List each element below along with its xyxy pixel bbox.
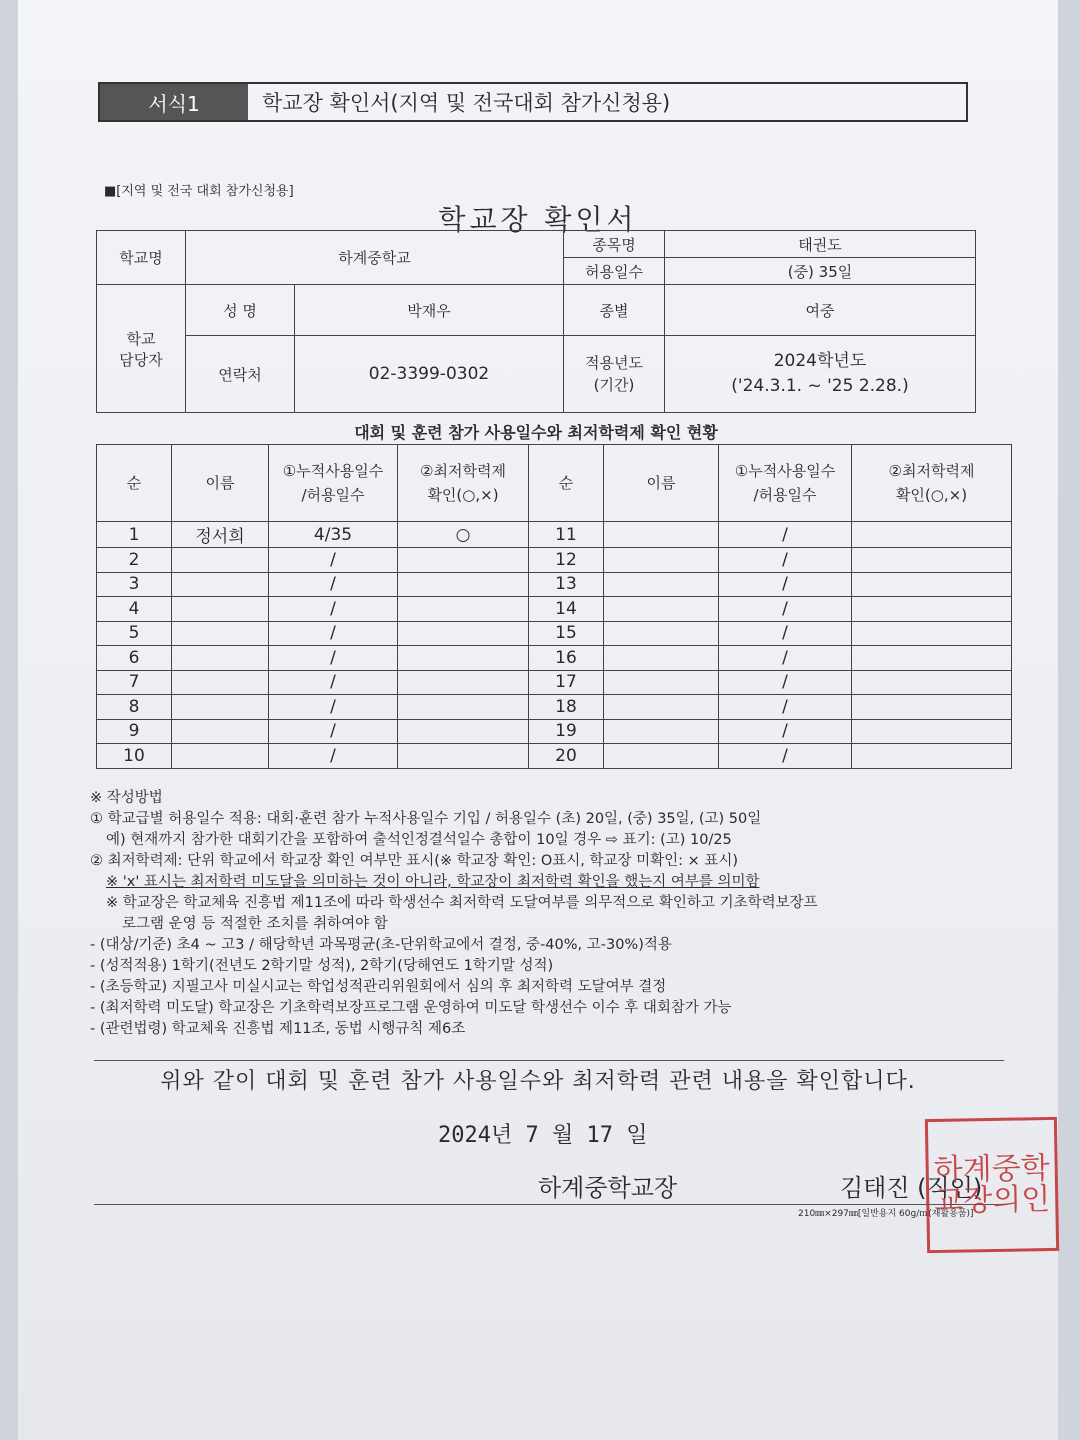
header-check: ②최저학력제 확인(○,×) — [398, 445, 529, 522]
status-row — [97, 670, 1012, 695]
contact-value: 02-3399-0302 — [295, 336, 564, 413]
cell-days: / — [719, 646, 852, 671]
cell-days: / — [269, 548, 398, 573]
cell-check — [852, 646, 1012, 671]
gender-label: 종별 — [564, 285, 665, 336]
cell-no: 10 — [97, 744, 172, 769]
cell-no: 16 — [529, 646, 604, 671]
principal-seal — [925, 1117, 1059, 1253]
cell-days: 4/35 — [269, 522, 398, 548]
cell-name — [604, 572, 719, 597]
category-note: ■[지역 및 전국 대회 참가신청용] — [104, 184, 294, 199]
cell-name — [604, 744, 719, 769]
year-value: 2024학년도 ('24.3.1. ~ '25 2.28.) — [665, 336, 976, 413]
form-title: 학교장 확인서(지역 및 전국대회 참가신청용) — [262, 91, 671, 115]
cell-name — [172, 621, 269, 646]
cell-check — [852, 744, 1012, 769]
cell-name — [172, 695, 269, 720]
cell-check — [398, 621, 529, 646]
cell-days: / — [269, 695, 398, 720]
cell-name — [604, 522, 719, 548]
cell-no: 18 — [529, 695, 604, 720]
cell-days: / — [719, 670, 852, 695]
cell-no: 12 — [529, 548, 604, 573]
cell-check — [852, 695, 1012, 720]
cell-name — [604, 621, 719, 646]
cell-check — [398, 744, 529, 769]
cell-days: / — [719, 522, 852, 548]
cell-check — [398, 646, 529, 671]
status-row — [97, 572, 1012, 597]
header-days: ①누적사용일수 /허용일수 — [719, 445, 852, 522]
cell-check — [852, 621, 1012, 646]
note-2: ② 최저학력제: 단위 학교에서 학교장 확인 여부만 표시(※ 학교장 확인: O표시, 학교장 미확인: × 표시) — [90, 853, 739, 870]
cell-no: 13 — [529, 572, 604, 597]
contact-label: 연락처 — [186, 336, 295, 413]
cell-days: / — [719, 719, 852, 744]
cell-no: 6 — [97, 646, 172, 671]
cell-days: / — [269, 572, 398, 597]
cell-name — [172, 572, 269, 597]
cell-check — [852, 548, 1012, 573]
allowed-days-value: (중) 35일 — [665, 258, 976, 285]
cell-no: 2 — [97, 548, 172, 573]
cell-no: 5 — [97, 621, 172, 646]
status-row — [97, 621, 1012, 646]
cell-no: 8 — [97, 695, 172, 720]
cell-check — [398, 670, 529, 695]
cell-days: / — [719, 695, 852, 720]
cell-check — [852, 670, 1012, 695]
note-2-law: ※ 학교장은 학교체육 진흥법 제11조에 따라 학생선수 최저학력 도달여부를 의무적으로 확인하고 기초학력보장프 — [106, 895, 818, 912]
cell-check — [852, 522, 1012, 548]
document-page — [18, 0, 1058, 1440]
cell-name: 정서희 — [172, 522, 269, 548]
cell-no: 7 — [97, 670, 172, 695]
note-1-example: 예) 현재까지 참가한 대회기간을 포함하여 출석인정결석일수 총합이 10일 경우 ⇨ 표기: (고) 10/25 — [106, 832, 732, 849]
cell-days: / — [269, 646, 398, 671]
instructions — [90, 788, 990, 1040]
info-table — [96, 230, 976, 413]
cell-name — [172, 597, 269, 622]
cell-days: / — [719, 597, 852, 622]
instructions-heading: ※ 작성방법 — [90, 790, 163, 806]
name-label: 성 명 — [186, 285, 295, 336]
cell-name — [172, 719, 269, 744]
principal-name: 김태진 (직인) — [840, 1174, 983, 1202]
detail-grades: - (성적적용) 1학기(전년도 2학기말 성적), 2학기(당해연도 1학기말 성적) — [90, 958, 554, 975]
event-label: 종목명 — [564, 231, 665, 258]
gender-value: 여중 — [665, 285, 976, 336]
cell-check — [852, 719, 1012, 744]
cell-days: / — [719, 572, 852, 597]
form-label: 서식1 — [100, 84, 248, 120]
cell-no: 20 — [529, 744, 604, 769]
cell-no: 19 — [529, 719, 604, 744]
cell-no: 4 — [97, 597, 172, 622]
cell-check — [398, 719, 529, 744]
status-table — [96, 444, 1012, 769]
cell-check — [398, 695, 529, 720]
event-value: 태권도 — [665, 231, 976, 258]
status-row — [97, 719, 1012, 744]
status-row — [97, 548, 1012, 573]
cell-name — [172, 744, 269, 769]
cell-days: / — [269, 719, 398, 744]
status-row — [97, 646, 1012, 671]
cell-name — [604, 695, 719, 720]
name-value: 박재우 — [295, 285, 564, 336]
cell-check — [398, 572, 529, 597]
cell-name — [172, 646, 269, 671]
note-2-law-cont: 로그램 운영 등 적절한 조치를 취하여야 함 — [122, 916, 388, 933]
header-name: 이름 — [172, 445, 269, 522]
header-days: ①누적사용일수 /허용일수 — [269, 445, 398, 522]
cell-check: ○ — [398, 522, 529, 548]
status-row — [97, 597, 1012, 622]
seal-line-1: 하계중학 — [933, 1150, 1050, 1188]
cell-days: / — [269, 670, 398, 695]
cell-name — [604, 646, 719, 671]
status-row — [97, 522, 1012, 548]
cell-name — [172, 548, 269, 573]
status-row — [97, 695, 1012, 720]
seal-line-2: 교장의인 — [934, 1181, 1051, 1220]
note-1: ① 학교급별 허용일수 적용: 대회·훈련 참가 누적사용일수 기입 / 허용일수 (초) 20일, (중) 35일, (고) 50일 — [90, 811, 762, 828]
header-name: 이름 — [604, 445, 719, 522]
divider — [94, 1060, 1004, 1061]
header-no: 순 — [97, 445, 172, 522]
cell-check — [852, 572, 1012, 597]
school-value: 하계중학교 — [186, 231, 564, 285]
cell-no: 11 — [529, 522, 604, 548]
cell-days: / — [719, 621, 852, 646]
divider — [94, 1204, 1004, 1205]
cell-days: / — [269, 744, 398, 769]
header-no: 순 — [529, 445, 604, 522]
status-title: 대회 및 훈련 참가 사용일수와 최저학력제 확인 현황 — [354, 423, 718, 442]
cell-name — [604, 597, 719, 622]
manager-label: 학교 담당자 — [97, 285, 186, 413]
paper-size-note: 210㎜×297㎜[일반용지 60g/㎡(재활용품)] — [798, 1209, 974, 1219]
cell-days: / — [719, 548, 852, 573]
note-2-remark: ※ 'x' 표시는 최저학력 미도달을 의미하는 것이 아니라, 학교장이 최저학력 확인을 했는지 여부를 의미함 — [106, 874, 760, 891]
detail-target: - (대상/기준) 초4 ~ 고3 / 해당학년 과목평균(초-단위학교에서 결정, 중-40%, 고-30%)적용 — [90, 937, 672, 954]
cell-no: 1 — [97, 522, 172, 548]
principal-school: 하계중학교장 — [538, 1174, 678, 1202]
allowed-days-label: 허용일수 — [564, 258, 665, 285]
cell-name — [172, 670, 269, 695]
status-row — [97, 744, 1012, 769]
cell-check — [398, 597, 529, 622]
detail-elementary: - (초등학교) 지필고사 미실시교는 학업성적관리위원회에서 심의 후 최저학력 도달여부 결정 — [90, 979, 667, 996]
cell-days: / — [269, 597, 398, 622]
cell-name — [604, 719, 719, 744]
cell-check — [398, 548, 529, 573]
cell-days: / — [269, 621, 398, 646]
detail-law: - (관련법령) 학교체육 진흥법 제11조, 동법 시행규칙 제6조 — [90, 1021, 466, 1038]
document-title: 학교장 확인서 — [438, 203, 638, 236]
school-label: 학교명 — [97, 231, 186, 285]
cell-check — [852, 597, 1012, 622]
cell-no: 9 — [97, 719, 172, 744]
cell-no: 14 — [529, 597, 604, 622]
detail-below-minimum: - (최저학력 미도달) 학교장은 기초학력보장프로그램 운영하여 미도달 학생선수 이수 후 대회참가 가능 — [90, 1000, 732, 1017]
cell-name — [604, 670, 719, 695]
cell-no: 15 — [529, 621, 604, 646]
cell-days: / — [719, 744, 852, 769]
confirm-statement: 위와 같이 대회 및 훈련 참가 사용일수와 최저학력 관련 내용을 확인합니다. — [160, 1069, 916, 1094]
cell-name — [604, 548, 719, 573]
cell-no: 17 — [529, 670, 604, 695]
cell-no: 3 — [97, 572, 172, 597]
year-label: 적용년도 (기간) — [564, 336, 665, 413]
issue-date: 2024년 7 월 17 일 — [438, 1123, 648, 1148]
form-header — [98, 82, 968, 122]
header-check: ②최저학력제 확인(○,×) — [852, 445, 1012, 522]
